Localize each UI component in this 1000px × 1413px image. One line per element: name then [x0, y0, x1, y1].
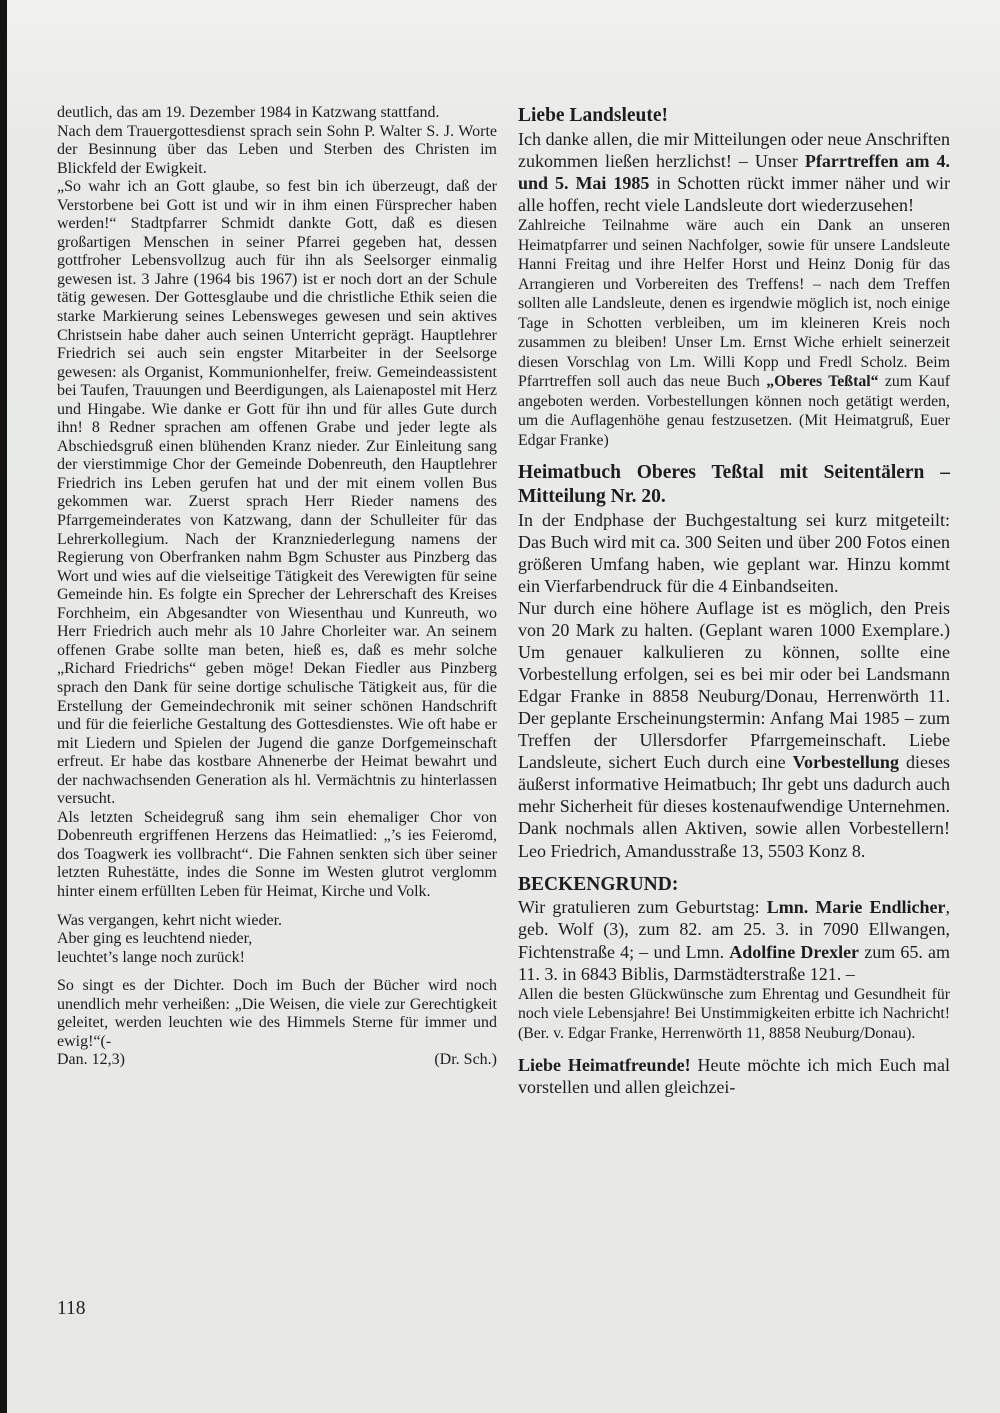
paragraph — [57, 809, 497, 902]
bold-text: Vorbestellung — [792, 752, 899, 773]
text-run: Wir gratulieren zum Geburtstag: — [518, 897, 767, 918]
poem-line: leuchtet’s lange noch zurück! — [57, 948, 245, 966]
text-run: Heute möchte ich mich Euch mal vorstellen und allen gleichzei- — [518, 1055, 950, 1098]
poem-line: Was vergangen, kehrt nicht wieder. — [57, 911, 283, 929]
paragraph — [518, 1054, 950, 1098]
section-heading — [518, 873, 950, 897]
text-run: „So wahr ich an Gott glaube, so fest bin ich überzeugt, daß der Verstorbene bei Gott ist und wir in ihm einen Fürsprecher haben werden!“ Stadtpfarrer Schmidt dankte Gott, daß es diesen großartigen Menschen in seiner Pfarrei gegeben hat, dessen gottfroher Lebensvollzug auch für ihn als Seelsorger einmalig gewesen ist. 3 Jahre (1964 bis 1967) ist er noch dort an der Schule tätig gewesen. Der Gottesglaube und die christliche Ethik seien die starke Markierung seines Lebensweges gewesen und sein aktives Christsein habe daher auch seinen Unterricht geprägt. Hauptlehrer Friedrich sei auch sein engster Mitarbeiter in der Seelsorge gewesen: als Organist, Kommunionhelfer, freiw. Gemeindeassistent bei Taufen, Trauungen und Beerdigungen, als Laienapostel mit Herz und Hingabe. Wie danke er Gott für ihn und für alles Gute durch ihn! 8 Redner sprachen am offenen Grabe und jeder legte als Abschiedsgruß einen blühenden Kranz nieder. Zur Einleitung sang der vierstimmige Chor der Gemeinde Dobenreuth, den Hauptlehrer Friedrich ins Leben gerufen hat und der mit einem vollen Bus gekommen war. Zuerst sprach Herr Rieder namens des Pfarrgemeinderates von Katzwang, dann der Schulleiter für das Lehrerkollegium. Nach der Kranzniederlegung namens der Regierung von Oberfranken nahm Bgm Schuster aus Pinzberg das Wort und wies auf die vielseitige Tätigkeit des Verewigten für seine Gemeinde hin. Es folgte ein Sprecher der Lehrerschaft des Kreises Forchheim, ein Abgesandter von Wiesenthau und Kunreuth, wo Herr Friedrich auch mehr als 10 Jahre Chorleiter war. An seinem offenen Grabe sollte man beten, hieß es, daß es mehr solche „Richard Friedrichs“ geben möge! Dekan Fiedler aus Pinzberg sprach den Dank für seine dortige schulische Tätigkeit aus, für die Erstellung der Gemeindechronik mit seiner schönen Handschrift und für die feierliche Gestaltung des Gottesdienstes. Wie oft habe er mit Liedern und Spielen der Jugend die ganze Dorfgemeinschaft erfreut. Er habe das kostbare Ahnenerbe der Heimat bewahrt und der nachwachsenden Generation als hl. Vermächtnis zu hinterlassen versucht. — [57, 178, 497, 808]
section-heading — [518, 104, 950, 128]
bold-text: Pfarrtreffen am 4. und 5. Mai 1985 — [518, 150, 950, 193]
text-run: Ich danke allen, die mir Mitteilungen oder neue Anschriften zukommen ließen herzlichst! – Unser — [518, 128, 950, 171]
paragraph — [57, 123, 497, 179]
right-column — [518, 104, 950, 1098]
text-run: Liebe Landsleute! — [518, 105, 669, 126]
citation-text: Dan. 12,3) — [57, 1051, 125, 1069]
paragraph — [518, 128, 950, 216]
paragraph — [518, 597, 950, 862]
page-number: 118 — [57, 1298, 86, 1319]
text-run: Nach dem Trauergottesdienst sprach sein Sohn P. Walter S. J. Worte der Besinnung über das Leben und Sterben des Christen im Blickfeld der Ewigkeit. — [57, 122, 497, 177]
paragraph — [518, 896, 950, 984]
text-run: Als letzten Scheidegruß sang ihm sein ehemaliger Chor von Dobenreuth ergriffenen Herzens das Heimatlied: „’s ies Feieromd, dos Toagwerk ies vollbracht“. Die Fahnen senkten sich über seiner letzten Ruhestätte, indes die Sonne im Westen glutrot verglomm hinter einem erfüllten Leben für Heimat, Kirche und Volk. — [57, 808, 497, 900]
paragraph — [518, 985, 950, 1044]
text-run: zum Kauf angeboten werden. Vorbestellungen können noch getätigt werden, um die Auflagenhöhe genau festzusetzen. (Mit Heimatgruß, Euer Edgar Franke) — [518, 373, 950, 449]
poem — [57, 912, 497, 968]
bold-text: Liebe Heimatfreunde! — [518, 1055, 691, 1076]
text-run: Nur durch eine höhere Auflage ist es möglich, den Preis von 20 Mark zu halten. (Geplant waren 1000 Exemplare.) Um genauer kalkulieren zu können, sollte eine Vorbestellung erfolgen, sei es bei mir oder bei Landsmann Edgar Franke in 8858 Neuburg/Donau, Herrenwörth 11. Der geplante Erscheinungstermin: Anfang Mai 1985 – zum Treffen der Ullersdorfer Pfarrgemeinschaft. Liebe Landsleute, sichert Euch durch eine — [518, 598, 950, 773]
text-run: deutlich, das am 19. Dezember 1984 in Katzwang stattfand. — [57, 104, 440, 121]
bold-text: Adolfine Drexler — [729, 941, 860, 962]
text-run: BECKENGRUND: — [518, 873, 679, 895]
section-heading — [518, 461, 950, 509]
attribution-line — [57, 1051, 497, 1070]
paragraph — [57, 104, 497, 123]
poem-line: Aber ging es leuchtend nieder, — [57, 930, 253, 948]
paragraph — [57, 977, 497, 1051]
paragraph — [518, 216, 950, 450]
text-run: , geb. Wolf (3), zum 82. am 25. 3. in 7090 Ellwangen, Fichtenstraße 4; – und Lmn. — [518, 897, 950, 962]
text-run: Zahlreiche Teilnahme wäre auch ein Dank an unseren Heimatpfarrer und seinen Nachfolger, sowie für unsere Landsleute Hanni Freitag und ihre Helfer Horst und Heinz Donig für das Arrangieren und Vorbereiten des Treffens! – nach dem Treffen sollten alle Landsleute, denen es irgendwie möglich ist, noch einige Tage in Schotten verbleiben, um im kleineren Kreis noch zusammen zu bleiben! Unser Lm. Ernst Wiche erhielt seinerzeit diesen Vorschlag von Lm. Willi Kopp und Fredl Scholz. Beim Pfarrtreffen soll auch das neue Buch — [518, 217, 950, 391]
author-initials: (Dr. Sch.) — [434, 1051, 497, 1069]
scan-edge-strip — [0, 0, 7, 1413]
bold-text: „Oberes Teßtal“ — [766, 373, 879, 391]
left-column — [57, 104, 497, 1070]
bold-text: Lmn. Marie Endlicher — [766, 897, 946, 918]
text-run: in Schotten rückt immer näher und wir alle hoffen, recht viele Landsleute dort wiederzusehen! — [518, 172, 950, 216]
text-run: dieses äußerst informative Heimatbuch; Ihr gebt uns dadurch auch mehr Sicherheit für dieses kostenaufwendige Unternehmen. Dank nochmals allen Aktiven, sowie allen Vorbestellern! Leo Friedrich, Amandusstraße 13, 5503 Konz 8. — [518, 752, 950, 861]
paragraph — [57, 178, 497, 809]
text-run: Allen die besten Glückwünsche zum Ehrentag und Gesundheit für noch viele Lebensjahre! Bei Unstimmigkeiten erbitte ich Nachricht! (Ber. v. Edgar Franke, Herrenwörth 11, 8858 Neuburg/Donau). — [518, 985, 950, 1042]
text-run: zum 65. am 11. 3. in 6843 Biblis, Darmstädterstraße 121. – — [518, 941, 950, 984]
text-run: So singt es der Dichter. Doch im Buch der Bücher wird noch unendlich mehr verheißen: „Die Weisen, die viele zur Gerechtigkeit geleitet, werden leuchten wie des Himmels Sterne für immer und ewig!“(- — [57, 977, 497, 1050]
paragraph — [518, 509, 950, 597]
text-run: In der Endphase der Buchgestaltung sei kurz mitgeteilt: Das Buch wird mit ca. 300 Seiten und über 200 Fotos einen größeren Umfang haben, wie geplant war. Hinzu kommt ein Vierfarbendruck für die 4 Einbandseiten. — [518, 509, 950, 596]
text-run: Heimatbuch Oberes Teßtal mit Seitentälern – Mitteilung Nr. 20. — [518, 462, 950, 507]
